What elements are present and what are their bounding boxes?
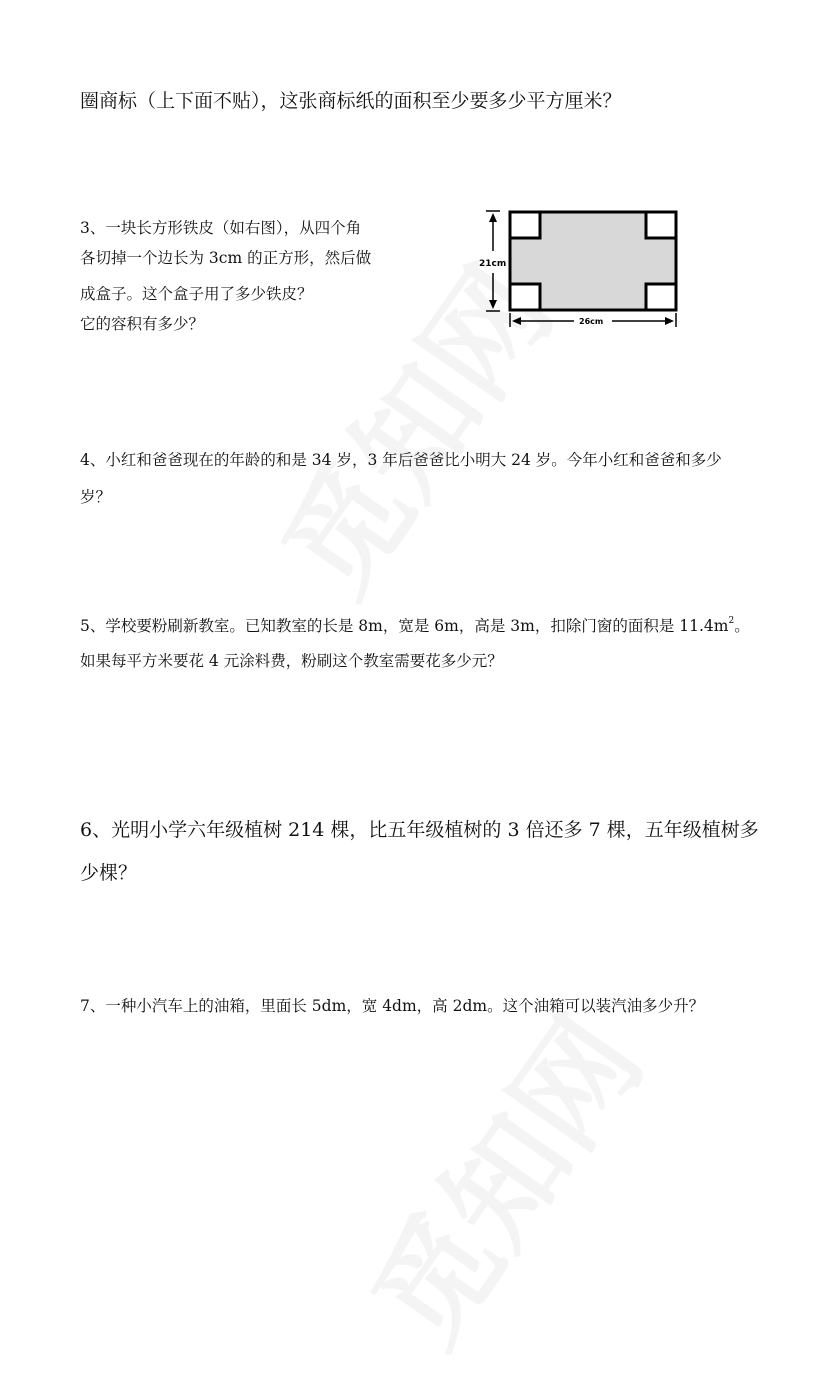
height-label: 21cm	[479, 259, 507, 269]
question-7-line-1: 7、一种小汽车上的油箱，里面长 5dm，宽 4dm，高 2dm。这个油箱可以装汽油多少升？	[80, 997, 705, 1015]
question-6-line-2: 少棵？	[80, 862, 138, 884]
question-4-line-2: 岁？	[80, 488, 112, 506]
width-label: 26cm	[579, 317, 604, 326]
corner-square-top-left	[510, 212, 540, 238]
question-4-line-1: 4、小红和爸爸现在的年龄的和是 34 岁，3 年后爸爸比小明大 24 岁。今年小红和爸爸和多少	[80, 451, 722, 469]
iron-sheet-diagram	[478, 205, 688, 330]
corner-square-bottom-right	[646, 284, 676, 310]
corner-square-bottom-left	[510, 284, 540, 310]
superscript-2: 2	[728, 616, 735, 626]
watermark-bottom	[326, 979, 673, 1373]
question-5-line-1	[80, 617, 750, 635]
corner-square-top-right	[646, 212, 676, 238]
question-3-line-2: 各切掉一个边长为 3cm 的正方形，然后做	[80, 249, 372, 267]
question-3-line-3: 成盒子。这个盒子用了多少铁皮？	[80, 285, 313, 303]
question-5-line-2: 如果每平方米要花 4 元涂料费，粉刷这个教室需要花多少元？	[80, 652, 503, 670]
question-3-line-1: 3、一块长方形铁皮（如右图），从四个角	[80, 219, 362, 237]
question-3-line-4: 它的容积有多少？	[80, 315, 205, 333]
question-5-text: 5、学校要粉刷新教室。已知教室的长是 8m，宽是 6m，高是 3m，扣除门窗的面积是 11.4m	[80, 617, 729, 635]
question-2-tail: 圈商标（上下面不贴），这张商标纸的面积至少要多少平方厘米？	[80, 90, 622, 112]
question-6-line-1: 6、光明小学六年级植树 214 棵，比五年级植树的 3 倍还多 7 棵，五年级植树多	[80, 819, 759, 841]
question-5-period: 。	[734, 617, 750, 635]
